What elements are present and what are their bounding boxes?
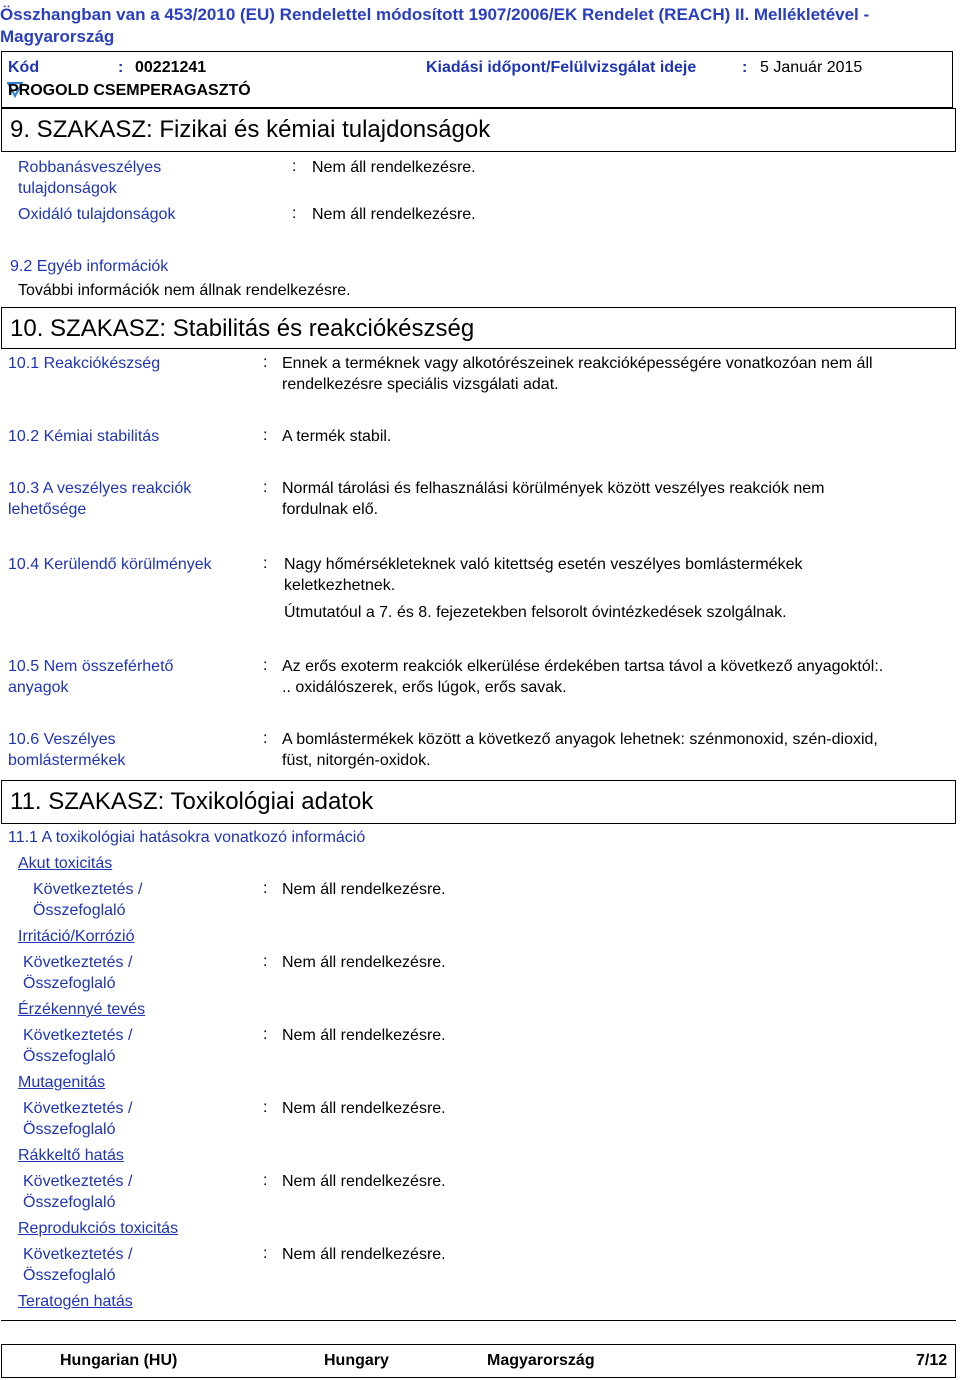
acute-value: Nem áll rendelkezésre. (282, 881, 446, 898)
footer-language: Hungarian (HU) (60, 1352, 178, 1369)
irritation-heading: Irritáció/Korrózió (18, 928, 135, 945)
section9-2-text: További információk nem állnak rendelkezésre. (18, 282, 351, 299)
incompatible-materials-colon: : (263, 657, 268, 674)
section10-title: 10. SZAKASZ: Stabilitás és reakciókészség (10, 315, 475, 342)
date-value: 5 Január 2015 (760, 59, 863, 76)
carcinogenicity-heading: Rákkeltő hatás (18, 1147, 124, 1164)
irritation-value: Nem áll rendelkezésre. (282, 954, 446, 971)
decomposition-products-value: A bomlástermékek között a következő anyagok lehetnek: szénmonoxid, szén-dioxid, füst, nitorgén-oxidok. (282, 731, 878, 769)
irritation-colon: : (263, 953, 268, 970)
kod-value: 00221241 (135, 59, 207, 76)
kod-colon: : (118, 59, 124, 76)
document-regulation-title: Összhangban van a 453/2010 (EU) Rendelettel módosított 1907/2006/EK Rendelet (REACH) II. Mellékletével - Magyarország (0, 5, 870, 46)
conditions-to-avoid-label: 10.4 Kerülendő körülmények (8, 556, 212, 573)
irritation-conclusion-label: Következtetés / Összefoglaló (23, 954, 133, 992)
date-colon: : (742, 59, 748, 76)
conditions-to-avoid-value: Nagy hőmérsékleteknek való kitettség esetén veszélyes bomlástermékek keletkezhetnek. Útmutatóul a 7. és 8. fejezetekben felsorolt óvintézkedések szolgálnak. (284, 556, 803, 621)
reproductive-value: Nem áll rendelkezésre. (282, 1246, 446, 1263)
decomposition-products-colon: : (263, 730, 268, 747)
reproductive-toxicity-heading: Reprodukciós toxicitás (18, 1220, 179, 1237)
reproductive-conclusion-label: Következtetés / Összefoglaló (23, 1246, 133, 1284)
footer-divider (1, 1320, 956, 1321)
chemical-stability-value: A termék stabil. (282, 428, 392, 445)
reactivity-value: Ennek a terméknek vagy alkotórészeinek reakcióképességére vonatkozóan nem áll rendelkezésre speciális vizsgálati adat. (282, 355, 873, 393)
mutagenicity-conclusion-label: Következtetés / Összefoglaló (23, 1100, 133, 1138)
reproductive-colon: : (263, 1245, 268, 1262)
explosive-colon: : (292, 158, 297, 175)
acute-conclusion-label: Következtetés / Összefoglaló (33, 881, 143, 919)
hazardous-reactions-value: Normál tárolási és felhasználási körülmények között veszélyes reakciók nem fordulnak elő. (282, 480, 825, 518)
decomposition-products-label: 10.6 Veszélyes bomlástermékek (8, 731, 126, 769)
carcinogenicity-conclusion-label: Következtetés / Összefoglaló (23, 1173, 133, 1211)
sensitization-value: Nem áll rendelkezésre. (282, 1027, 446, 1044)
reactivity-label: 10.1 Reakciókészség (8, 355, 161, 372)
sensitization-colon: : (263, 1026, 268, 1043)
oxidizing-value: Nem áll rendelkezésre. (312, 206, 476, 223)
oxidizing-label: Oxidáló tulajdonságok (18, 206, 176, 223)
date-label: Kiadási időpont/Felülvizsgálat ideje (426, 59, 697, 76)
oxidizing-colon: : (292, 205, 297, 222)
sensitization-conclusion-label: Következtetés / Összefoglaló (23, 1027, 133, 1065)
mutagenicity-heading: Mutagenitás (18, 1074, 106, 1091)
carcinogenicity-colon: : (263, 1172, 268, 1189)
acute-colon: : (263, 880, 268, 897)
chemical-stability-colon: : (263, 427, 268, 444)
incompatible-materials-value: Az erős exoterm reakciók elkerülése érdekében tartsa távol a következő anyagoktól:. .. oxidálószerek, erős lúgok, erős savak. (282, 658, 884, 696)
carcinogenicity-value: Nem áll rendelkezésre. (282, 1173, 446, 1190)
mutagenicity-colon: : (263, 1099, 268, 1116)
hazardous-reactions-colon: : (263, 479, 268, 496)
explosive-label: Robbanásveszélyes tulajdonságok (18, 159, 162, 197)
hazardous-reactions-label: 10.3 A veszélyes reakciók lehetősége (8, 480, 192, 518)
sensitization-heading: Érzékennyé tevés (18, 1001, 146, 1018)
teratogenicity-heading: Teratogén hatás (18, 1293, 133, 1310)
section9-2-title: 9.2 Egyéb információk (10, 258, 169, 275)
reactivity-colon: : (263, 354, 268, 371)
header-box (1, 51, 953, 108)
footer-country-local: Magyarország (487, 1352, 595, 1369)
explosive-value: Nem áll rendelkezésre. (312, 159, 476, 176)
section9-title: 9. SZAKASZ: Fizikai és kémiai tulajdonságok (10, 116, 491, 143)
section11-1-title: 11.1 A toxikológiai hatásokra vonatkozó információ (8, 829, 366, 846)
chemical-stability-label: 10.2 Kémiai stabilitás (8, 428, 160, 445)
mutagenicity-value: Nem áll rendelkezésre. (282, 1100, 446, 1117)
kod-label: Kód (8, 59, 40, 76)
incompatible-materials-label: 10.5 Nem összeférhető anyagok (8, 658, 174, 696)
section11-title: 11. SZAKASZ: Toxikológiai adatok (10, 788, 374, 815)
acute-toxicity-heading: Akut toxicitás (18, 855, 113, 872)
footer-page-number: 7/12 (916, 1352, 948, 1369)
product-name: PROGOLD CSEMPERAGASZTÓ (8, 82, 251, 99)
conditions-to-avoid-colon: : (263, 555, 268, 572)
footer-country: Hungary (324, 1352, 389, 1369)
